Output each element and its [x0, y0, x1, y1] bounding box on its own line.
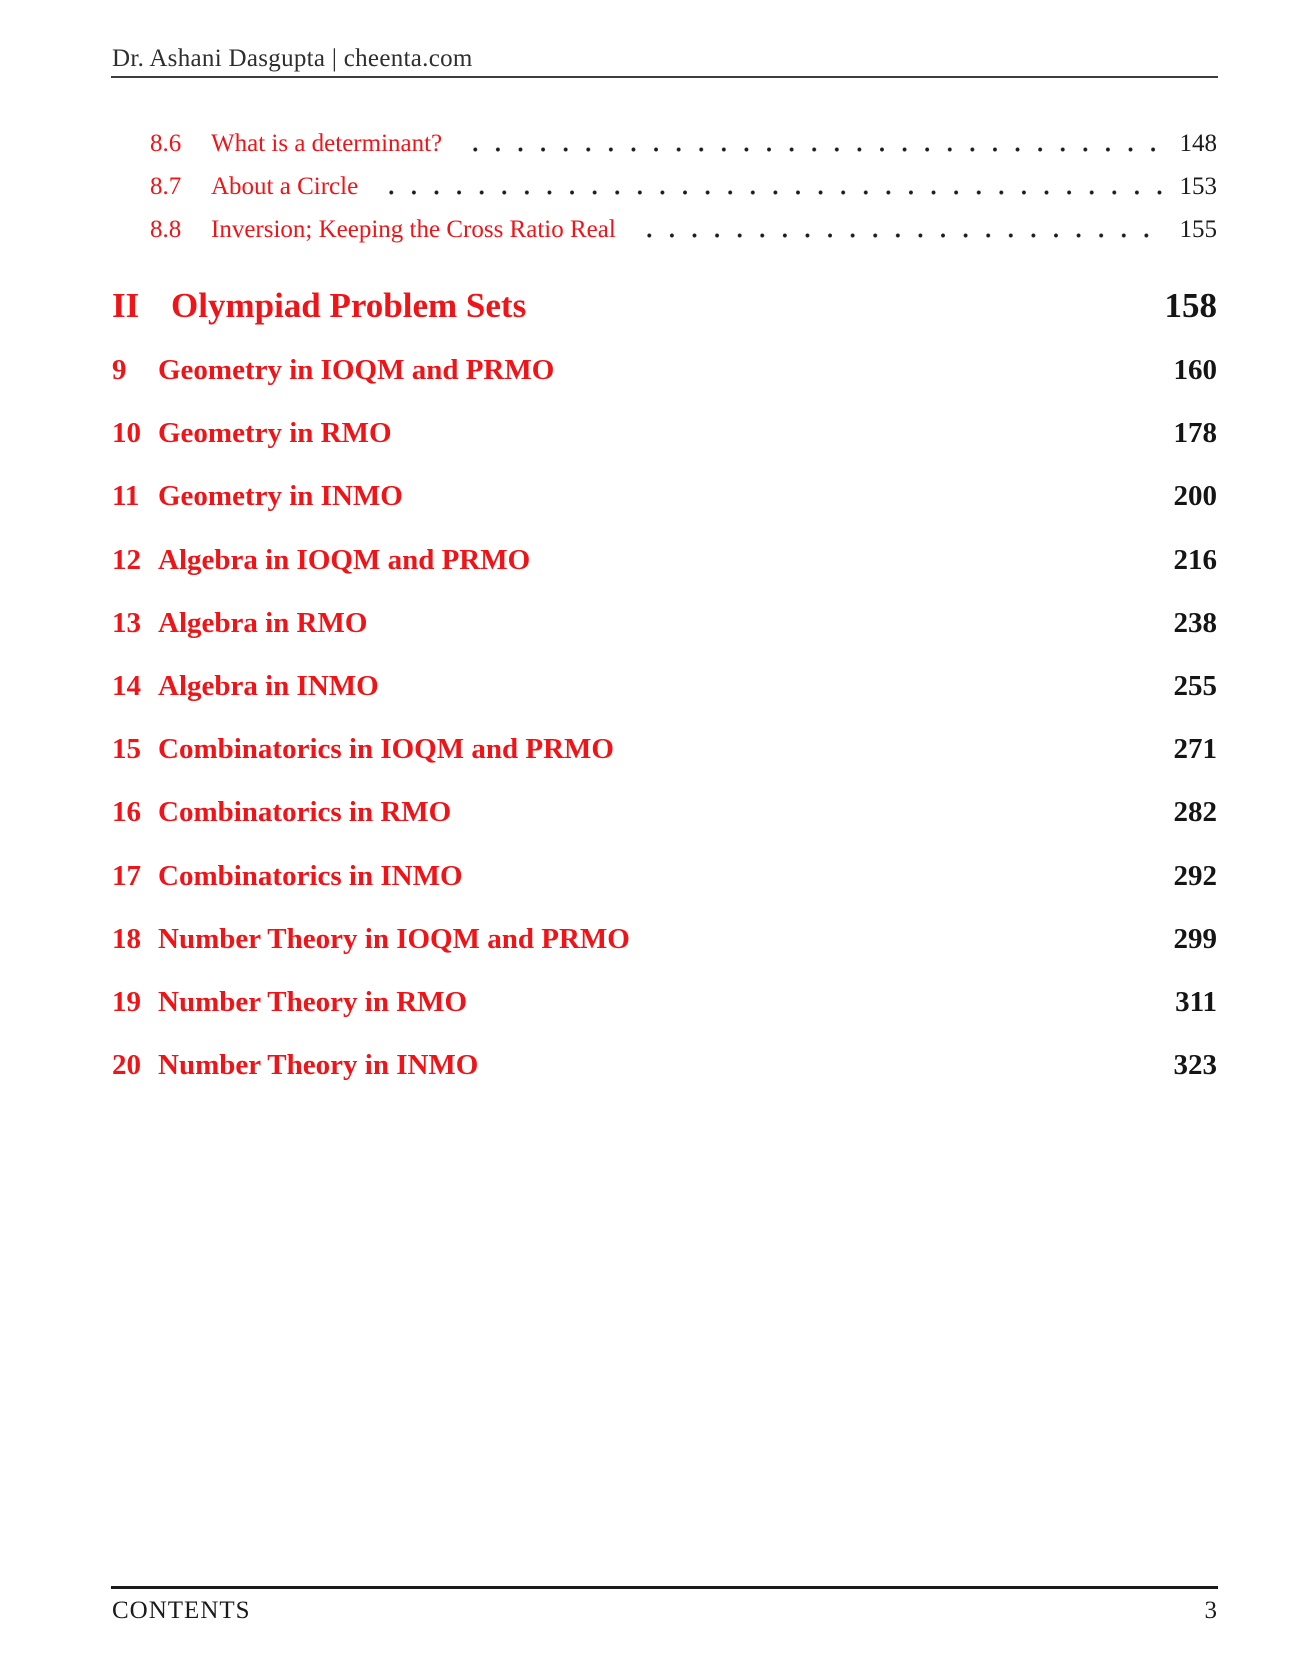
toc-chapter-page: 311 [1175, 985, 1217, 1018]
toc-chapter-number[interactable]: 10 [112, 417, 141, 450]
toc-chapter-row [112, 718, 1217, 781]
toc-chapter-page: 178 [1173, 417, 1217, 450]
footer-rule [111, 1586, 1218, 1589]
toc-chapter-number[interactable]: 17 [112, 859, 141, 892]
toc-chapter-list [112, 339, 1217, 1097]
toc-chapter-number[interactable]: 14 [112, 670, 141, 703]
toc-chapter-row [112, 655, 1217, 718]
toc-chapter-title[interactable]: Geometry in INMO [158, 480, 403, 513]
toc-section-number[interactable]: 8.7 [150, 172, 182, 200]
toc-chapter-page: 160 [1173, 354, 1217, 387]
toc-chapter-title[interactable]: Number Theory in IOQM and PRMO [158, 922, 630, 955]
toc-chapter-title[interactable]: Number Theory in INMO [158, 1049, 479, 1082]
toc-section-title[interactable]: About a Circle [211, 172, 359, 200]
page-header: Dr. Ashani Dasgupta | cheenta.com [112, 45, 473, 72]
toc-chapter-title[interactable]: Number Theory in RMO [158, 985, 468, 1018]
dot-leader [636, 208, 1166, 251]
toc-section-row [150, 122, 1217, 165]
toc-chapter-number[interactable]: 19 [112, 985, 141, 1018]
toc-part-row [112, 278, 1217, 334]
toc-chapter-number[interactable]: 9 [112, 354, 127, 387]
toc-chapter-row [112, 971, 1217, 1034]
toc-section-row [150, 208, 1217, 251]
toc-chapter-title[interactable]: Geometry in RMO [158, 417, 392, 450]
toc-chapter-page: 271 [1173, 733, 1217, 766]
toc-chapter-page: 255 [1173, 670, 1217, 703]
toc-chapter-row [112, 592, 1217, 655]
toc-subsection-list [150, 122, 1217, 251]
toc-part-page: 158 [1164, 286, 1217, 325]
toc-chapter-page: 200 [1173, 480, 1217, 513]
dot-leader [462, 122, 1165, 165]
toc-part-title[interactable]: Olympiad Problem Sets [171, 286, 527, 325]
toc-chapter-page: 216 [1173, 543, 1217, 576]
toc-chapter-number[interactable]: 11 [112, 480, 140, 513]
toc-chapter-title[interactable]: Algebra in IOQM and PRMO [158, 543, 531, 576]
toc-chapter-row [112, 781, 1217, 844]
footer-label: CONTENTS [112, 1597, 251, 1624]
toc-chapter-number[interactable]: 18 [112, 922, 141, 955]
footer-page-number: 3 [1204, 1597, 1217, 1624]
toc-chapter-number[interactable]: 13 [112, 606, 141, 639]
toc-section-page: 155 [1179, 215, 1217, 243]
toc-section-number[interactable]: 8.6 [150, 129, 182, 157]
toc-chapter-title[interactable]: Algebra in INMO [158, 670, 379, 703]
header-rule [111, 76, 1218, 78]
toc-section-number[interactable]: 8.8 [150, 215, 182, 243]
toc-section-title[interactable]: What is a determinant? [211, 129, 443, 157]
dot-leader [378, 165, 1165, 208]
toc-chapter-row [112, 1034, 1217, 1097]
toc-section-page: 148 [1179, 129, 1217, 157]
toc-chapter-number[interactable]: 20 [112, 1049, 141, 1082]
toc-chapter-page: 299 [1173, 922, 1217, 955]
toc-chapter-number[interactable]: 12 [112, 543, 141, 576]
toc-section-page: 153 [1179, 172, 1217, 200]
toc-chapter-title[interactable]: Geometry in IOQM and PRMO [158, 354, 555, 387]
toc-chapter-title[interactable]: Combinatorics in RMO [158, 796, 452, 829]
toc-section-title[interactable]: Inversion; Keeping the Cross Ratio Real [211, 215, 616, 243]
toc-chapter-number[interactable]: 15 [112, 733, 141, 766]
toc-chapter-row [112, 339, 1217, 402]
toc-chapter-page: 323 [1173, 1049, 1217, 1082]
toc-chapter-title[interactable]: Combinatorics in IOQM and PRMO [158, 733, 614, 766]
toc-chapter-title[interactable]: Algebra in RMO [158, 606, 368, 639]
toc-section-row [150, 165, 1217, 208]
toc-chapter-row [112, 908, 1217, 971]
toc-chapter-row [112, 529, 1217, 592]
toc-chapter-page: 238 [1173, 606, 1217, 639]
toc-chapter-number[interactable]: 16 [112, 796, 141, 829]
toc-part-number[interactable]: II [112, 286, 140, 325]
toc-chapter-row [112, 845, 1217, 908]
page-footer [112, 1597, 1217, 1625]
toc-chapter-page: 282 [1173, 796, 1217, 829]
toc-chapter-row [112, 465, 1217, 528]
toc-chapter-page: 292 [1173, 859, 1217, 892]
toc-chapter-title[interactable]: Combinatorics in INMO [158, 859, 463, 892]
toc-chapter-row [112, 402, 1217, 465]
